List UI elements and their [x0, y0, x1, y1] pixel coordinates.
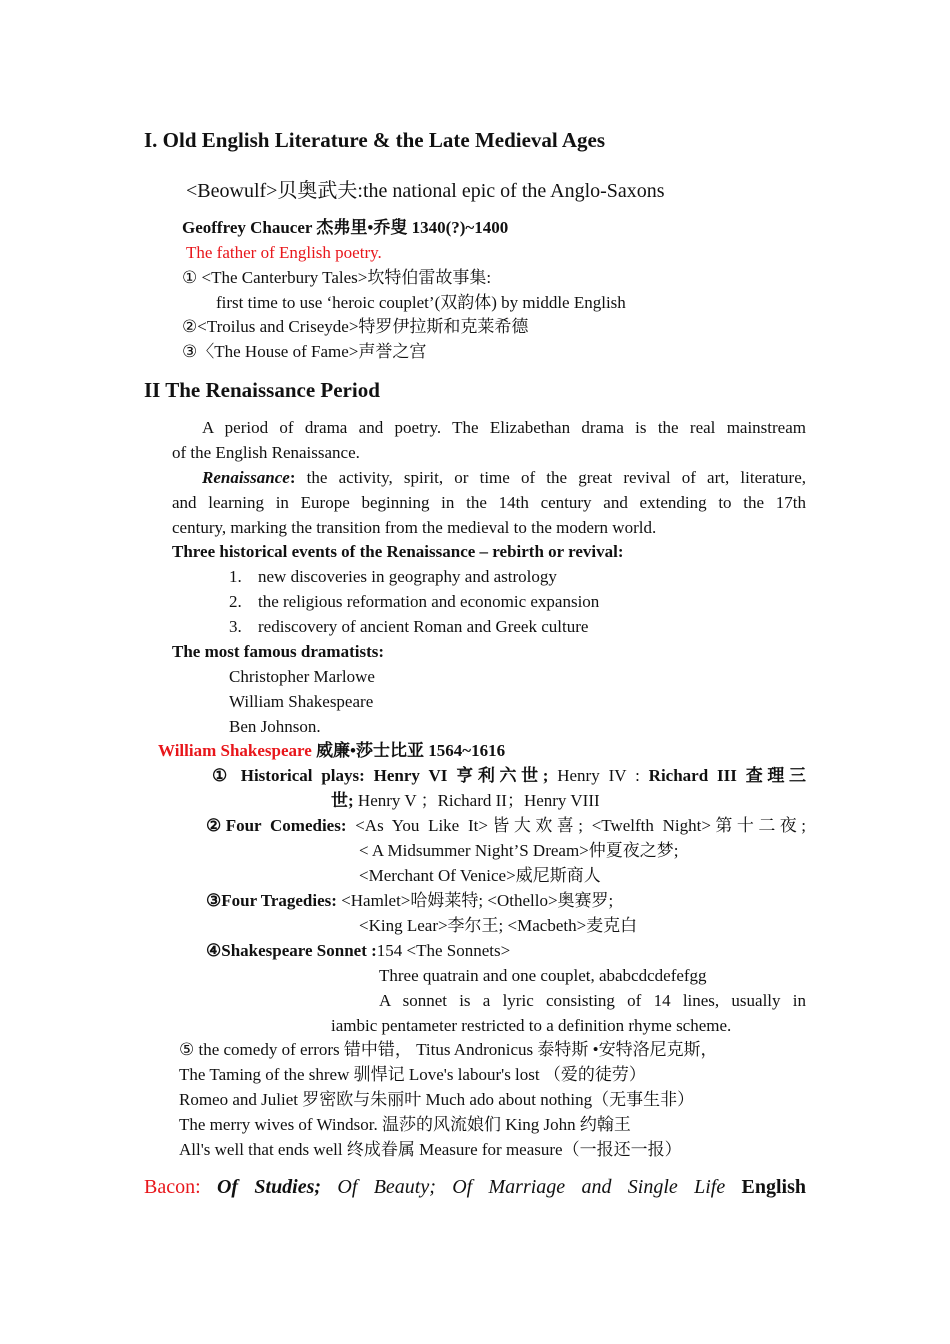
sonnet-line4: iambic pentameter restricted to a definition rhyme scheme.: [331, 1016, 732, 1035]
renaissance-term: Renaissance: [202, 468, 290, 487]
historical-plays-cont: 世;: [331, 791, 354, 810]
event-item: [229, 566, 557, 588]
historical-plays-line2: [331, 790, 600, 812]
comedies-line3: <Merchant Of Venice>威尼斯商人: [359, 866, 601, 885]
chaucer-work-1-note: first time to use ‘heroic couplet’(双韵体) by middle English: [216, 293, 626, 312]
comedies-line1: [206, 815, 806, 837]
historical-plays-label: ① Historical plays: Henry VI 亨利六世;: [212, 766, 549, 785]
comedies-line2: < A Midsummer Night’S Dream>仲夏夜之梦;: [359, 841, 679, 860]
event-number: 3.: [229, 617, 242, 636]
bacon-work: Of Studies;: [216, 1176, 322, 1198]
chaucer-work-2: ②<Troilus and Criseyde>特罗伊拉斯和克莱希德: [182, 317, 529, 336]
dramatist-item: William Shakespeare: [229, 692, 374, 711]
sonnet-line3: A sonnet is a lyric consisting of 14 lines, usually in: [379, 991, 806, 1010]
event-number: 2.: [229, 592, 242, 611]
sonnet-line2: Three quatrain and one couplet, ababcdcdefefgg: [379, 966, 707, 985]
renaissance-para2-line1: [202, 467, 806, 489]
renaissance-term-colon: :: [289, 468, 296, 487]
sonnet-line1: [206, 940, 510, 962]
event-text: the religious reformation and economic expansion: [258, 592, 600, 611]
section-title-old-english: I. Old English Literature & the Late Medieval Ages: [144, 128, 606, 152]
historical-plays-henry4: Henry IV :: [548, 766, 649, 785]
sonnet-label: ④Shakespeare Sonnet :: [206, 941, 377, 960]
event-item: [229, 616, 588, 638]
chaucer-work-3: ③〈The House of Fame>声誉之宫: [182, 342, 427, 361]
bacon-work: Of Beauty;: [337, 1176, 436, 1198]
event-text: rediscovery of ancient Roman and Greek culture: [258, 617, 589, 636]
beowulf-line: <Beowulf>贝奥武夫:the national epic of the Anglo-Saxons: [186, 180, 665, 202]
event-text: new discoveries in geography and astrology: [258, 567, 557, 586]
renaissance-para1-line1: A period of drama and poetry. The Elizabethan drama is the real mainstream: [202, 418, 806, 437]
tragedies-line1: [206, 890, 613, 912]
other-plays-line: Romeo and Juliet 罗密欧与朱丽叶 Much ado about nothing（无事生非）: [179, 1090, 695, 1109]
dramatist-item: Christopher Marlowe: [229, 667, 375, 686]
events-heading: Three historical events of the Renaissance – rebirth or revival:: [172, 542, 624, 561]
historical-plays-richard3: Richard III 查理三: [648, 766, 806, 785]
dramatist-item: Ben Johnson.: [229, 717, 321, 736]
renaissance-para2-line2: and learning in Europe beginning in the 14th century and extending to the 17th: [172, 493, 806, 512]
shakespeare-heading: [158, 740, 505, 762]
bacon-work: Of Marriage and Single Life: [452, 1176, 726, 1198]
section-title-renaissance: II The Renaissance Period: [144, 378, 380, 402]
bacon-tail: English: [741, 1176, 807, 1198]
renaissance-para2-line3: century, marking the transition from the medieval to the modern world.: [172, 518, 657, 537]
other-plays-line: The merry wives of Windsor. 温莎的风流娘们 King John 约翰王: [179, 1115, 631, 1134]
event-item: [229, 591, 599, 613]
comedies-list-1: <As You Like It>皆大欢喜; <Twelfth Night>第十二夜;: [346, 816, 806, 835]
other-plays-line: ⑤ the comedy of errors 错中错， Titus Andronicus 泰特斯 •安特洛尼克斯，: [179, 1040, 718, 1059]
other-plays-line: The Taming of the shrew 驯悍记 Love's labour's lost （爱的徒劳）: [179, 1065, 646, 1084]
other-plays-line: All's well that ends well 终成眷属 Measure for measure（一报还一报）: [179, 1140, 682, 1159]
chaucer-heading: Geoffrey Chaucer 杰弗里•乔叟 1340(?)~1400: [182, 218, 509, 237]
tragedies-line2: <King Lear>李尔王; <Macbeth>麦克白: [359, 916, 638, 935]
sonnet-count: 154 <The Sonnets>: [376, 941, 511, 960]
event-number: 1.: [229, 567, 242, 586]
shakespeare-dates: 威廉•莎士比亚 1564~1616: [311, 741, 506, 760]
tragedies-list-1: <Hamlet>哈姆莱特; <Othello>奥赛罗;: [336, 891, 614, 910]
historical-plays-line1: [212, 765, 806, 787]
shakespeare-name: William Shakespeare: [158, 741, 312, 760]
comedies-label: ②Four Comedies:: [206, 816, 347, 835]
dramatists-heading: The most famous dramatists:: [172, 642, 385, 661]
chaucer-work-1: ① <The Canterbury Tales>坎特伯雷故事集:: [182, 268, 492, 287]
bacon-line: [144, 1173, 806, 1201]
historical-plays-rest: Henry V ；Richard II；Henry VIII: [353, 791, 600, 810]
tragedies-label: ③Four Tragedies:: [206, 891, 337, 910]
renaissance-definition-start: the activity, spirit, or time of the great revival of art, literature,: [295, 468, 806, 487]
bacon-name: Bacon:: [144, 1176, 201, 1198]
renaissance-para1-line2: of the English Renaissance.: [172, 443, 360, 462]
chaucer-subtitle: The father of English poetry.: [186, 243, 382, 262]
